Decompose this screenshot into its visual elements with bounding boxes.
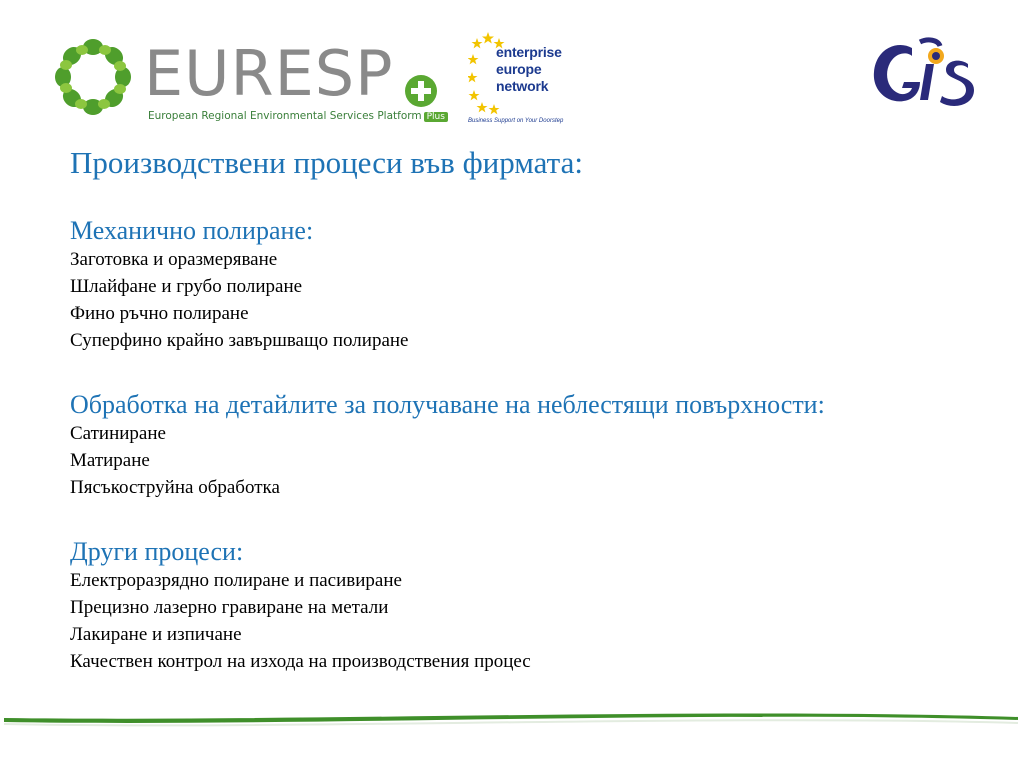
list-item: Прецизно лазерно гравиране на метали [70,597,389,618]
list-item: Електроразрядно полиране и пасивиране [70,570,402,591]
list-item: Пясъкоструйна обработка [70,477,280,498]
section-heading: Механично полиране: [70,216,314,245]
een-tagline: Business Support on Your Doorstep [468,118,564,124]
slide-title: Производствени процеси във фирмата: [70,145,583,180]
list-item: Сатиниране [70,423,166,444]
euresp-tagline-text: European Regional Environmental Services Platform [148,110,422,122]
euresp-wordmark: EURESP [144,37,394,110]
een-line-3: network [496,78,549,94]
section-heading: Обработка на детайлите за получаване на неблестящи повърхности: [70,390,825,419]
section-matte-surfaces [70,390,970,501]
list-item: Качествен контрол на изхода на производствения процес [70,651,531,672]
list-item: Шлайфане и грубо полиране [70,276,303,297]
gis-logo [868,34,978,114]
euresp-tagline [148,110,448,122]
list-item: Фино ръчно полиране [70,303,249,324]
section-heading: Други процеси: [70,537,244,566]
een-line-2: europe [496,61,542,77]
list-item: Заготовка и оразмеряване [70,249,278,270]
een-line-1: enterprise [496,44,562,60]
footer-divider [0,700,1024,740]
list-item: Лакиране и изпичане [70,624,242,645]
euresp-logo [52,36,445,126]
section-mechanical-polishing [70,216,970,354]
een-logo [468,30,578,130]
section-other-processes [70,537,970,675]
list-item: Суперфино крайно завършващо полиране [70,330,409,351]
plus-icon [404,74,438,108]
euresp-plus-badge: Plus [424,112,448,122]
een-wordmark [496,44,562,95]
list-item: Матиране [70,450,150,471]
slide-content [70,142,970,675]
green-leaf-wreath-icon [52,36,134,118]
